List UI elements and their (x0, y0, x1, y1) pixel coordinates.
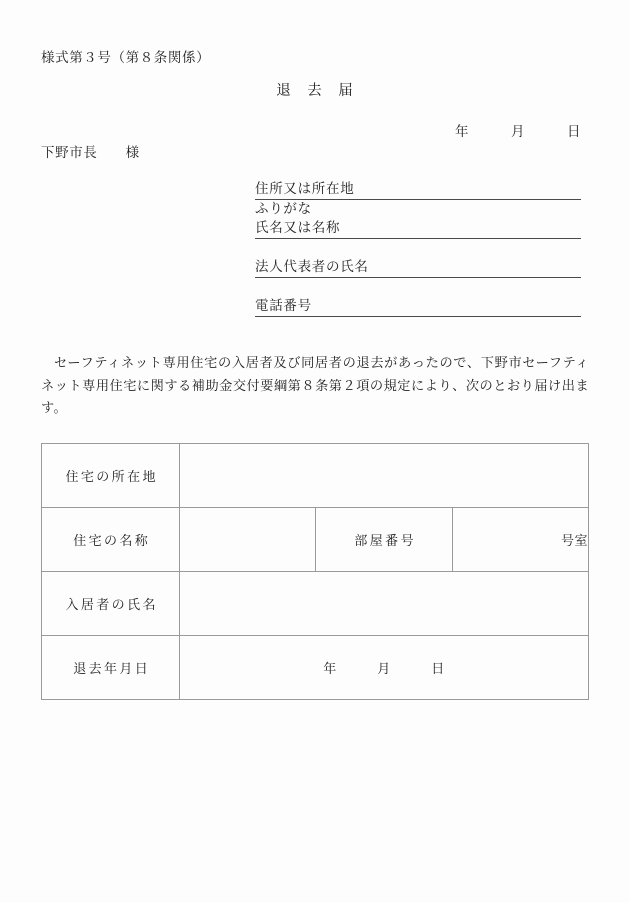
row-value-room-number[interactable]: 号室 (452, 508, 588, 572)
row-value-move-out-date[interactable]: 年 月 日 (180, 636, 589, 700)
applicant-information-block (255, 180, 581, 317)
row-value-housing-location[interactable] (180, 444, 589, 508)
field-representative-name (255, 258, 581, 278)
table-row (42, 508, 589, 572)
field-phone-number (255, 297, 581, 317)
submission-date-line: 年 月 日 (455, 124, 581, 139)
body-paragraph-text: セーフティネット専用住宅の入居者及び同居者の退去があったので、下野市セーフティネット専用住宅に関する補助金交付要綱第８条第２項の規定により、次のとおり届け出ます。 (41, 355, 589, 415)
field-furigana (255, 200, 581, 219)
row-label-move-out-date: 退去年月日 (42, 636, 180, 700)
field-name-label: 氏名又は名称 (255, 220, 341, 235)
field-name (255, 219, 581, 239)
field-phone-number-label: 電話番号 (255, 298, 312, 313)
row-value-housing-name[interactable] (180, 508, 316, 572)
field-address-label: 住所又は所在地 (255, 181, 355, 196)
row-label-resident-name: 入居者の氏名 (42, 572, 180, 636)
field-furigana-label: ふりがな (255, 201, 312, 216)
page-title: 退 去 届 (276, 83, 354, 99)
table-row (42, 572, 589, 636)
row-label-housing-name: 住宅の名称 (42, 508, 180, 572)
row-value-resident-name[interactable] (180, 572, 589, 636)
field-representative-name-label: 法人代表者の氏名 (255, 259, 369, 274)
row-label-room-number: 部屋番号 (316, 508, 452, 572)
table-row (42, 444, 589, 508)
declaration-table (41, 443, 589, 700)
row-label-housing-location: 住宅の所在地 (42, 444, 180, 508)
form-number: 様式第３号（第８条関係） (41, 50, 211, 65)
table-row (42, 636, 589, 700)
field-address (255, 180, 581, 200)
addressee: 下野市長 様 (41, 145, 140, 160)
body-paragraph (41, 352, 589, 420)
